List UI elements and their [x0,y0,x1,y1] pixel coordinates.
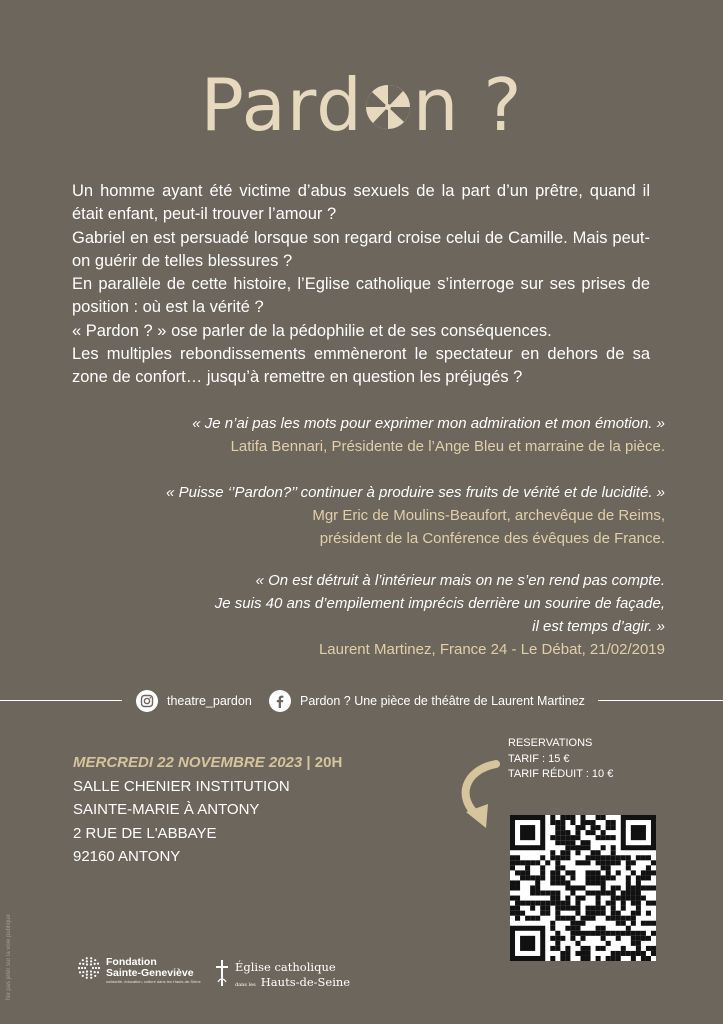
quote-text: « Puisse ‘’Pardon?’’ continuer à produire ses fruits de vérité et de lucidité. » [166,484,665,501]
quote-author: Mgr Eric de Moulins-Beaufort, archevêque de Reims, [312,507,665,524]
intro-paragraph: Les multiples rebondissements emmèneront le spectateur en dehors de sa zone de confort… jusqu’à remettre en question les préjugés ? [72,345,650,387]
qr-code[interactable] [510,815,656,961]
divider-left [0,700,122,701]
logo-fondation-sainte-genevieve [78,957,201,984]
quote-moulins-beaufort [166,481,665,550]
poster-title [0,60,723,150]
quote-text: « On est détruit à l’intérieur mais on ne s’en rend pas compte. [255,572,665,589]
facebook-icon [269,690,291,712]
event-time: 20H [314,754,343,771]
dotted-circle-icon [78,957,100,984]
event-venue-line2: SAINTE-MARIE À ANTONY [73,801,260,818]
event-city: 92160 ANTONY [73,848,181,865]
facebook-link[interactable] [269,690,585,712]
logo-eglise-line1: Église catholique [235,959,336,974]
event-separator: | [302,754,315,771]
logo-fondation-line2: Sainte-Geneviève [106,967,194,979]
logo-eglise-catholique [213,958,350,993]
event-info [73,751,342,869]
curved-arrow-icon [452,760,506,834]
price-reduced: TARIF RÉDUIT : 10 € [508,768,614,780]
quote-text: « Je n’ai pas les mots pour exprimer mon admiration et mon émotion. » [192,415,665,432]
logo-eglise-line2: Hauts-de-Seine [260,974,351,989]
event-street: 2 RUE DE L'ABBAYE [73,824,217,842]
instagram-link[interactable] [136,690,252,712]
cross-icon [213,958,231,993]
film-reel-icon [363,62,413,112]
facebook-page-name: Pardon ? Une pièce de théâtre de Laurent Martinez [300,694,585,708]
logo-eglise-small: dans les [235,981,256,988]
quote-text: Je suis 40 ans d’empilement imprécis derrière un sourire de façade, [214,595,665,612]
quote-author: Latifa Bennari, Présidente de l’Ange Bleu et marraine de la pièce. [230,438,665,455]
price-full: TARIF : 15 € [508,752,570,765]
intro-paragraph: En parallèle de cette histoire, l’Eglise catholique s’interroge sur ses prises de position : où est la vérité ? [72,275,650,317]
intro-paragraph: Gabriel en est persuadé lorsque son regard croise celui de Camille. Mais peut-on guérir de telles blessures ? [72,228,650,270]
event-date: MERCREDI 22 NOVEMBRE 2023 [73,754,303,771]
quote-bennari [192,412,665,458]
quote-author: président de la Conférence des évêques de France. [319,530,665,547]
event-datetime [73,751,342,775]
quote-text: il est temps d’agir. » [532,618,665,635]
quote-martinez [215,569,665,661]
litter-notice: Ne pas jeter sur la voie publique [6,914,12,1000]
title-text-end: n ? [412,63,523,147]
instagram-icon [136,690,158,712]
divider-right [598,700,723,701]
event-venue: SALLE CHENIER INSTITUTION [73,777,290,795]
quote-author: Laurent Martinez, France 24 - Le Débat, 21/02/2019 [318,641,665,658]
logo-fondation-tagline: solidarité, éducation, culture dans les Hauts-de-Seine [106,979,201,984]
logo-fondation-line1: Fondation [106,956,157,968]
intro-text [72,180,650,390]
reservations [508,736,613,783]
title-text-start: Pard [200,63,363,147]
reservations-heading: RESERVATIONS [508,737,593,749]
instagram-handle: theatre_pardon [167,694,252,708]
intro-paragraph: « Pardon ? » ose parler de la pédophilie et de ses conséquences. [72,321,552,340]
intro-paragraph: Un homme ayant été victime d’abus sexuels de la part d’un prêtre, quand il était enfant, peut-il trouver l’amour ? [72,182,650,224]
